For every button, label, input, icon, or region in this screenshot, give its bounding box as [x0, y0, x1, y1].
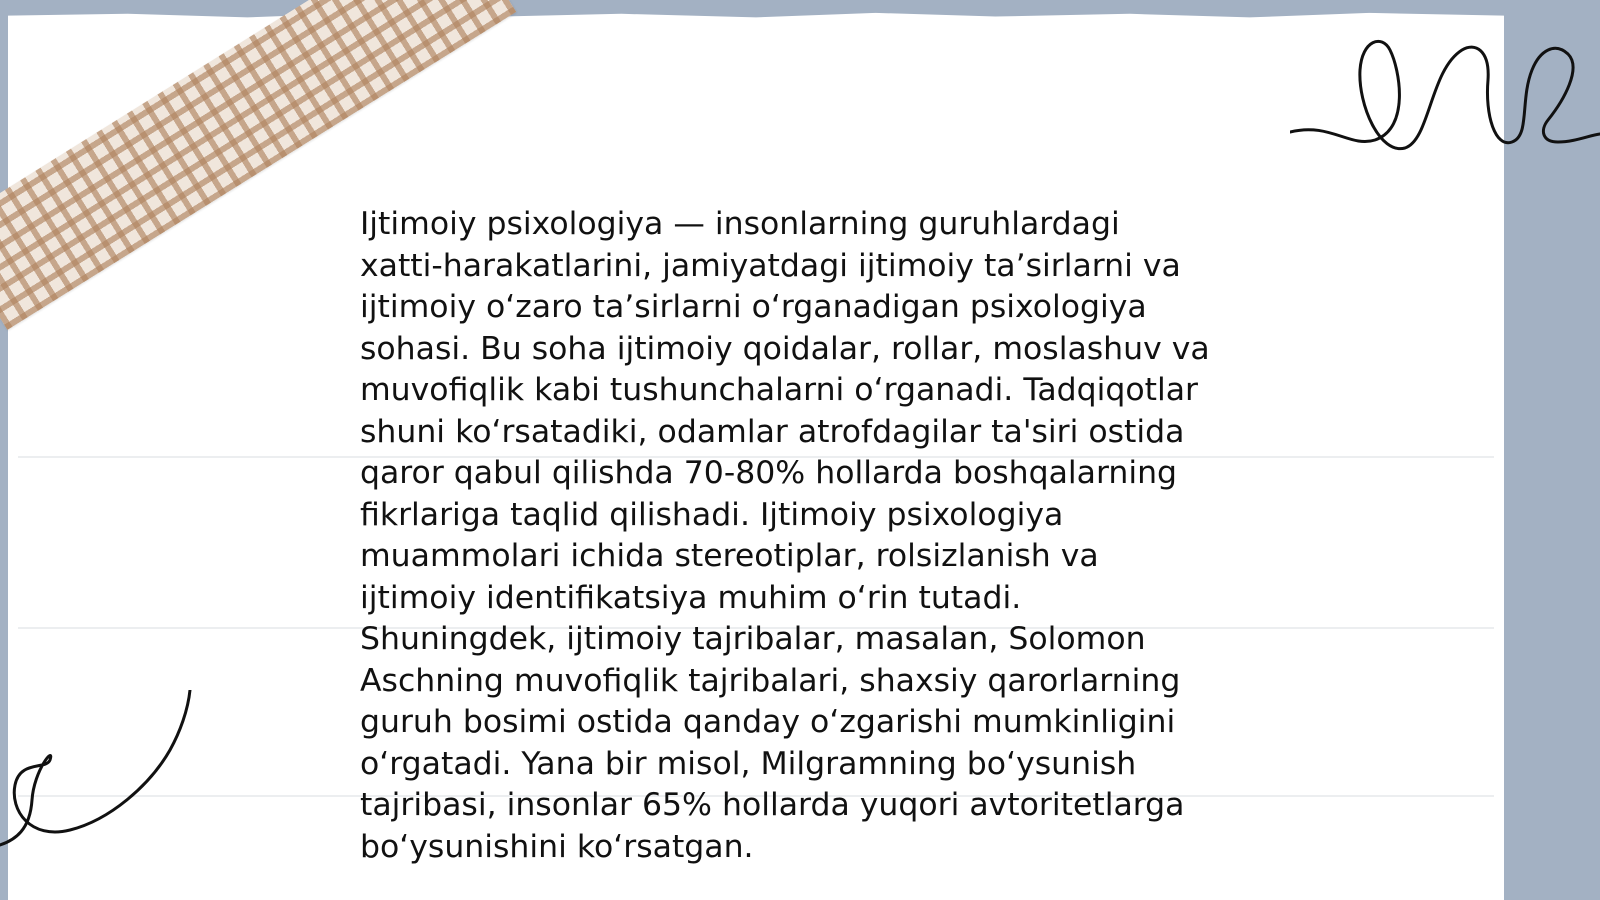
- body-text: Ijtimoiy psixologiya — insonlarning guruhlardagi xatti-harakatlarini, jamiyatdagi ijtimoiy ta’sirlarni va ijtimoiy o‘zaro ta’sirlarni o‘rganadigan psixologiya sohasi. Bu soha ijtimoiy qoidalar, rollar, moslashuv va muvofiqlik kabi tushunchalarni o‘rganadi. Tadqiqotlar shuni ko‘rsatadiki, odamlar atrofdagilar ta'siri ostida qaror qabul qilishda 70-80% hollarda boshqalarning fikrlariga taqlid qilishadi. Ijtimoiy psixologiya muammolari ichida stereotiplar, rolsizlanish va ijtimoiy identifikatsiya muhim o‘rin tutadi. Shuningdek, ijtimoiy tajribalar, masalan, Solomon Aschning muvofiqlik tajribalari, shaxsiy qarorlarning guruh bosimi ostida qanday o‘zgarishi mumkinligini o‘rgatadi. Yana bir misol, Milgramning bo‘ysunish tajribasi, insonlar 65% hollarda yuqori avtoritetlarga bo‘ysunishini ko‘rsatgan.: [360, 206, 1210, 865]
- swoosh-scribble-icon: [0, 690, 200, 850]
- loop-scribble-icon: [1290, 30, 1600, 160]
